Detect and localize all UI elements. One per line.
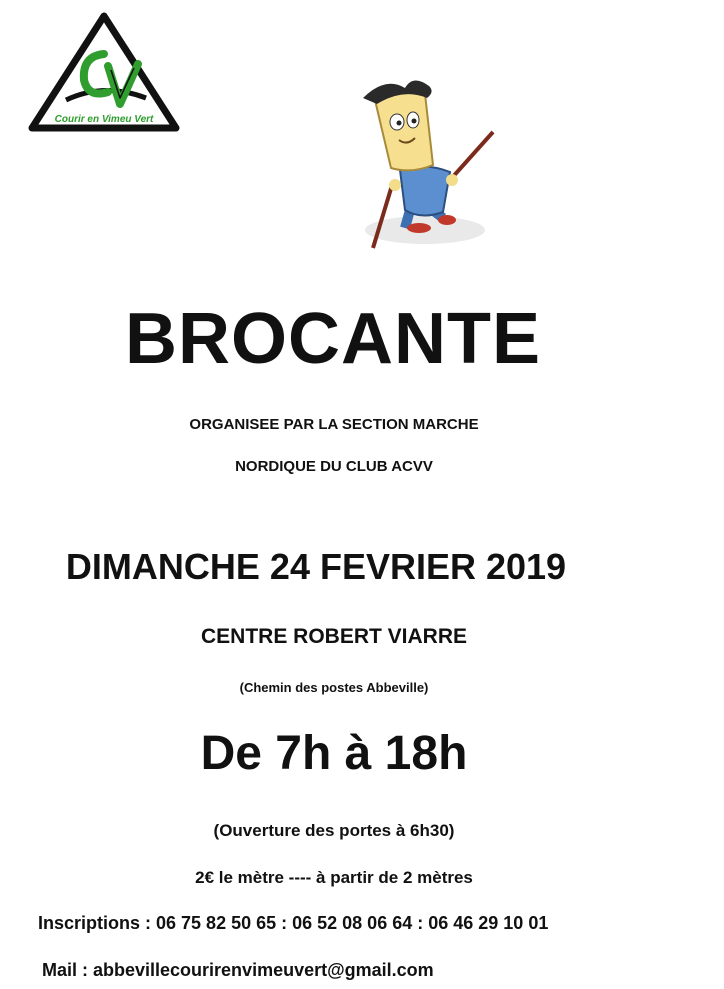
logo-tagline: Courir en Vimeu Vert	[54, 114, 154, 125]
doors-open-time: (Ouverture des portes à 6h30)	[213, 821, 455, 840]
event-address: (Chemin des postes Abbeville)	[239, 680, 429, 695]
poster-title: BROCANTE	[125, 299, 541, 379]
event-venue: CENTRE ROBERT VIARRE	[200, 625, 468, 648]
club-logo	[26, 12, 181, 134]
event-date: DIMANCHE 24 FEVRIER 2019	[65, 546, 567, 587]
pitch-price: 2€ le mètre ---- à partir de 2 mètres	[195, 868, 473, 887]
nordic-walker-mascot-icon	[355, 70, 500, 255]
organizer-line-2: NORDIQUE DU CLUB ACVV	[235, 458, 433, 475]
contact-mail: Mail : abbevillecourirenvimeuvert@gmail.com	[42, 960, 434, 980]
event-hours: De 7h à 18h	[200, 727, 468, 780]
organizer-line-1: ORGANISEE PAR LA SECTION MARCHE	[189, 416, 479, 433]
registration-phones: Inscriptions : 06 75 82 50 65 : 06 52 08 06 64 : 06 46 29 10 01	[38, 913, 549, 933]
